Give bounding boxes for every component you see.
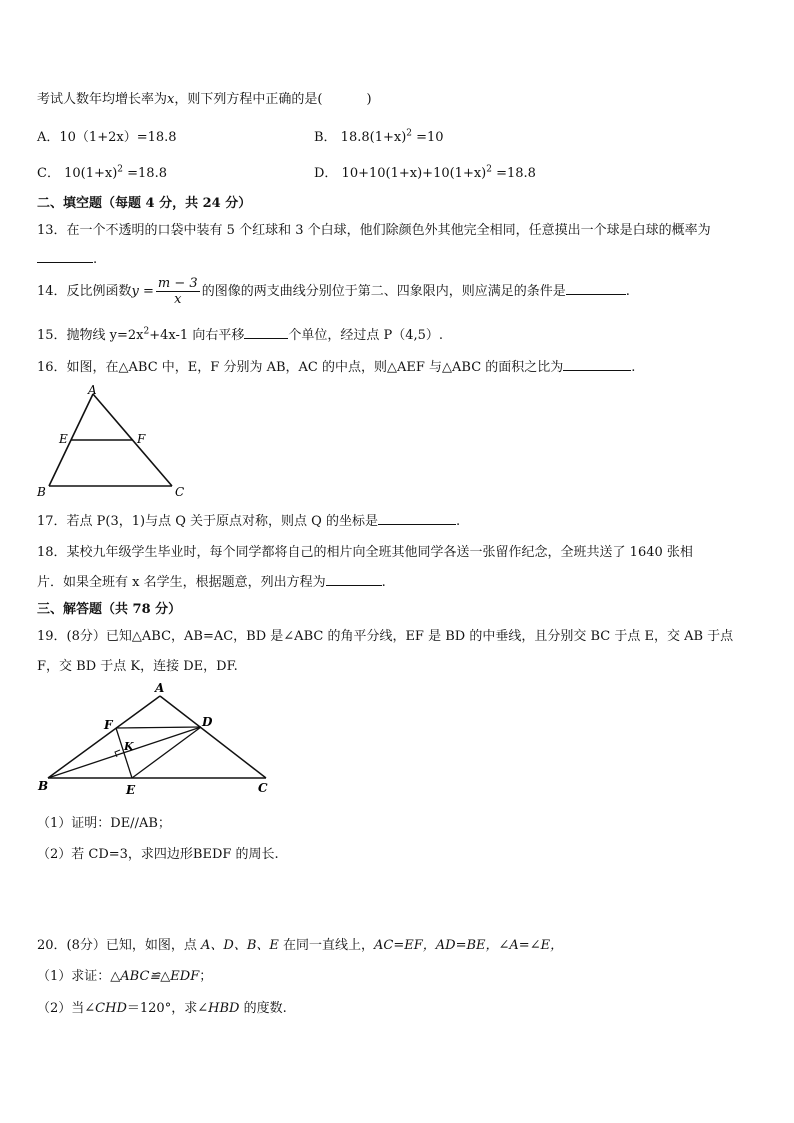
q19-label-b: B <box>38 779 49 793</box>
q12-option-b: B． $18.8(1+x)^2 =10$ <box>314 128 444 145</box>
q20-sub1: （1）求证：△ABC≌△EDF； <box>37 969 213 984</box>
q14-fraction: $\frac{m - 3}{x}$ <box>157 276 198 307</box>
q13-text: 13．在一个不透明的口袋中装有 5 个红球和 3 个白球，他们除颜色外其他完全相同，任意摸出一个球是白球的概率为 <box>37 223 711 238</box>
q16-blank[interactable] <box>563 358 631 371</box>
q18-line2: 片．如果全班有 x 名学生，根据题意，列出方程为 . <box>37 575 386 590</box>
q16-triangle-figure <box>30 382 200 500</box>
q20-sub2: （2）当∠CHD＝120°，求∠HBD 的度数. <box>37 1001 287 1016</box>
q12-option-c: C． $10(1+x)^2 =18.8$ <box>37 164 167 181</box>
q17-text: 17．若点 P(3，1)与点 Q 关于原点对称，则点 Q 的坐标是 . <box>37 514 461 529</box>
q19-segment-fe-extra <box>116 727 201 728</box>
q19-sub2: （2）若 CD=3，求四边形BEDF 的周长. <box>37 847 279 862</box>
q15-text: 15．抛物线 $y=2x^2+4x-1$ 向右平移 个单位，经过点 P（4,5）. <box>37 326 444 343</box>
q19-label-e: E <box>126 783 136 797</box>
q13-answer-line: . <box>37 250 97 267</box>
q16-label-c: C <box>175 485 185 499</box>
q19-segment-de <box>132 727 201 778</box>
q16-label-b: B <box>37 485 46 499</box>
q19-label-c: C <box>258 781 268 795</box>
q18-blank[interactable] <box>326 573 382 586</box>
q15-blank[interactable] <box>244 326 288 339</box>
q16-label-f: F <box>137 432 146 446</box>
q20-line1: 20．(8分）已知，如图，点 A、D、B、E 在同一直线上，AC=EF，AD=BE，∠A=∠E， <box>37 938 564 953</box>
q19-label-d: D <box>202 715 213 729</box>
q16-text: 16．如图，在△ABC 中，E，F 分别为 AB，AC 的中点，则△AEF 与△ABC 的面积之比为 . <box>37 360 636 375</box>
q19-label-a: A <box>155 681 165 695</box>
q12-option-a: A．10（1+2x）=18.8 <box>37 130 177 145</box>
q16-label-e: E <box>59 432 68 446</box>
q18-line1: 18．某校九年级学生毕业时，每个同学都将自己的相片向全班其他同学各送一张留作纪念，全班共送了 1640 张相 <box>37 545 693 560</box>
q16-label-a: A <box>88 383 97 397</box>
q12-stem: 考试人数年均增长率为x，则下列方程中正确的是( ) <box>37 92 372 107</box>
q19-line1: 19．(8分）已知△ABC，AB=AC，BD 是∠ABC 的角平分线，EF 是 BD 的中垂线，且分别交 BC 于点 E，交 AB 于点 <box>37 629 734 644</box>
q19-label-k: K <box>124 740 134 753</box>
q19-side-ac <box>160 696 266 778</box>
section-2-title: 二、填空题（每题 4 分，共 24 分） <box>37 196 252 211</box>
q19-segment-ef <box>116 728 132 778</box>
q19-line2: F，交 BD 于点 K，连接 DE，DF. <box>37 659 238 674</box>
q14-text: 14．反比例函数y = $\frac{m - 3}{x}$ 的图像的两支曲线分别位于第二、四象限内，则应满足的条件是 . <box>37 276 630 307</box>
q19-triangle-figure <box>34 680 284 798</box>
q14-blank[interactable] <box>566 282 626 295</box>
q12-option-d: D． $10+10(1+x)+10(1+x)^2 =18.8$ <box>314 164 536 181</box>
q19-sub1: （1）证明：DE//AB； <box>37 816 171 831</box>
q19-label-f: F <box>104 718 113 732</box>
q13-blank[interactable] <box>37 250 93 263</box>
q17-blank[interactable] <box>378 512 456 525</box>
q19-side-ab <box>48 696 160 778</box>
section-3-title: 三、解答题（共 78 分） <box>37 602 182 617</box>
